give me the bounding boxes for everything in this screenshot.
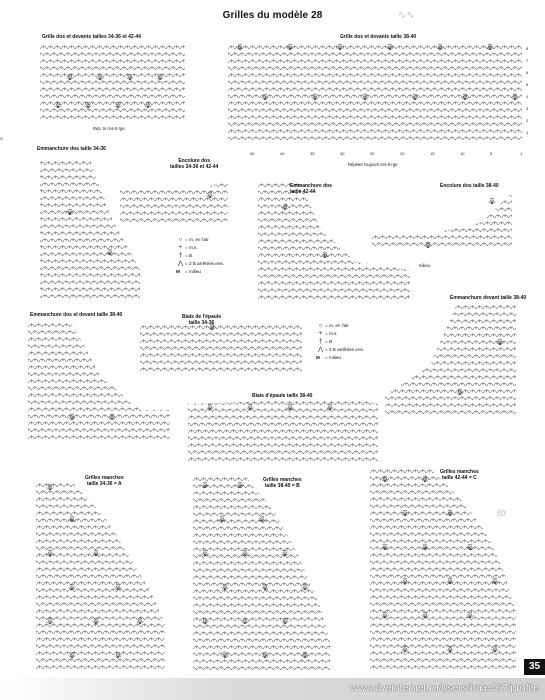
shell-motif (497, 339, 504, 345)
row-number: 4 (526, 94, 529, 99)
row-number: 3 (526, 106, 529, 111)
emm-dos-34-stitches (31, 162, 150, 298)
row-number: 6 (526, 70, 529, 75)
manches-b-label: Grilles manches taille 38-40 = B (263, 477, 302, 489)
chain-stitch-icon: ○ (178, 237, 183, 243)
single-crochet-icon: + (318, 331, 323, 337)
chain-stitch-icon: ○ (318, 323, 323, 329)
encolure-dos-38-label: Encolure dos taille 38-40 (440, 183, 499, 189)
two-dc-together-icon: ⋀ (178, 261, 183, 267)
axis-tick: 20 (400, 151, 405, 156)
emm-38 (21, 324, 179, 439)
manche-c (363, 470, 528, 669)
emm-38-stitches (21, 324, 179, 439)
shell-motif (402, 578, 409, 584)
single-crochet-icon: + (178, 245, 183, 251)
axis-tick: 5 (490, 151, 493, 156)
shell-motif (67, 74, 74, 80)
binding-edge-note: a (0, 136, 3, 142)
watermark: www.liveinternet.ru/users/irale467/profile (0, 678, 545, 700)
grid-34-36 (33, 46, 194, 119)
emm-devant (378, 306, 525, 414)
shell-motif (237, 44, 244, 50)
row-number: 1 (526, 130, 529, 135)
emm-dos-42-stitches (251, 184, 419, 299)
shell-motif (115, 652, 122, 658)
row-number: 5 (526, 82, 529, 87)
legend-top: ○ = m. en l'air + = m.s. † = B ⋀ = 2 B arrêtées ens. M = milieu (176, 237, 224, 274)
page-number: 35 (524, 659, 545, 675)
axis-tick: 15 (430, 151, 435, 156)
axis-tick: 40 (280, 151, 285, 156)
repeat-note: Répéter toujours ces 8 rgs (348, 162, 398, 167)
shell-motif (137, 618, 144, 624)
shell-motif (67, 209, 74, 215)
axis-tick: 30 (340, 151, 345, 156)
two-dc-together-icon: ⋀ (318, 347, 323, 353)
grid-34-36-stitches (33, 46, 194, 119)
manche-b (186, 478, 340, 670)
legend-middle: ○ = m. en l'air + = m.s. † = B ⋀ = 2 B arrêtées ens. M = milieu (316, 323, 364, 360)
double-crochet-icon: † (178, 253, 183, 259)
shell-motif (207, 192, 214, 198)
pencil-scribble: ∿∿ (398, 10, 415, 21)
emmanchure-dos-34-label: Emmanchure dos taille 34-36 (37, 146, 106, 152)
grid-38-40-stitches (221, 46, 533, 140)
row-number: 7 (526, 58, 529, 63)
biais-38-stitches (181, 402, 388, 461)
manche-a-stitches (29, 484, 176, 669)
grid-38-40 (221, 46, 533, 140)
emm-dos-42 (251, 184, 419, 299)
repeat-rows-label: Rép. ts ces 8 rgs (93, 126, 125, 131)
emm-dos-34 (31, 162, 150, 298)
biais-34-stitches (133, 326, 312, 371)
shell-motif (337, 44, 344, 50)
encolure-dos-label: Encolure dos tailles 34-36 et 42-44 (170, 158, 219, 170)
shell-motif (47, 484, 54, 490)
manche-c-stitches (363, 470, 528, 669)
milieu-label: milieu (419, 263, 430, 268)
shell-motif (402, 510, 409, 516)
shell-motif (69, 516, 76, 522)
manche-a (29, 484, 176, 669)
grille-34-36-label: Grille dos et devants tailles 34-36 et 42-44 (42, 34, 141, 40)
emmanchure-devant-label: Emmanchure devant taille 38-40 (450, 295, 527, 301)
manches-c-label: Grilles manches taille 42-44 = C (440, 469, 479, 481)
axis-tick: 1 (520, 151, 523, 156)
grille-38-40-label: Grille dos et devants taille 38-40 (340, 34, 417, 40)
biais-34 (133, 326, 312, 371)
double-crochet-icon: † (318, 339, 323, 345)
manche-b-stitches (186, 478, 340, 670)
manches-a-label: Grilles manches taille 34-36 = A (85, 475, 124, 487)
biais-34-label: Biais de l'épaule taille 34-36 (182, 314, 221, 326)
biais-38 (181, 402, 388, 461)
axis-tick: 45 (250, 151, 255, 156)
row-number: 8 (526, 46, 529, 51)
pencil-scribble: ℓo (497, 508, 506, 519)
enc-dos-stitches (113, 184, 236, 222)
emmanchure-dos-42-label: Emmanchure dos taille 42-44 (290, 183, 332, 195)
row-number: 2 (526, 118, 529, 123)
enc-dos (113, 184, 236, 222)
shell-motif (47, 550, 54, 556)
axis-tick: 10 (460, 151, 465, 156)
shell-motif (382, 544, 389, 550)
emm-devant-stitches (378, 306, 525, 414)
shell-motif (489, 198, 496, 204)
shell-motif (422, 544, 429, 550)
page-title: Grilles du modèle 28 (222, 10, 323, 21)
enc-dos-38 (365, 194, 523, 246)
shell-motif (492, 646, 499, 652)
shell-motif (202, 618, 209, 624)
emmanchure-38-label: Emmanchure dos et devant taille 38-40 (30, 312, 123, 318)
enc-dos-38-stitches (365, 194, 523, 246)
biais-38-label: Biais d'épaule taille 38-40 (252, 393, 313, 399)
shell-motif (107, 249, 114, 255)
shell-motif (437, 44, 444, 50)
axis-tick: 35 (310, 151, 315, 156)
axis-tick: 25 (370, 151, 375, 156)
